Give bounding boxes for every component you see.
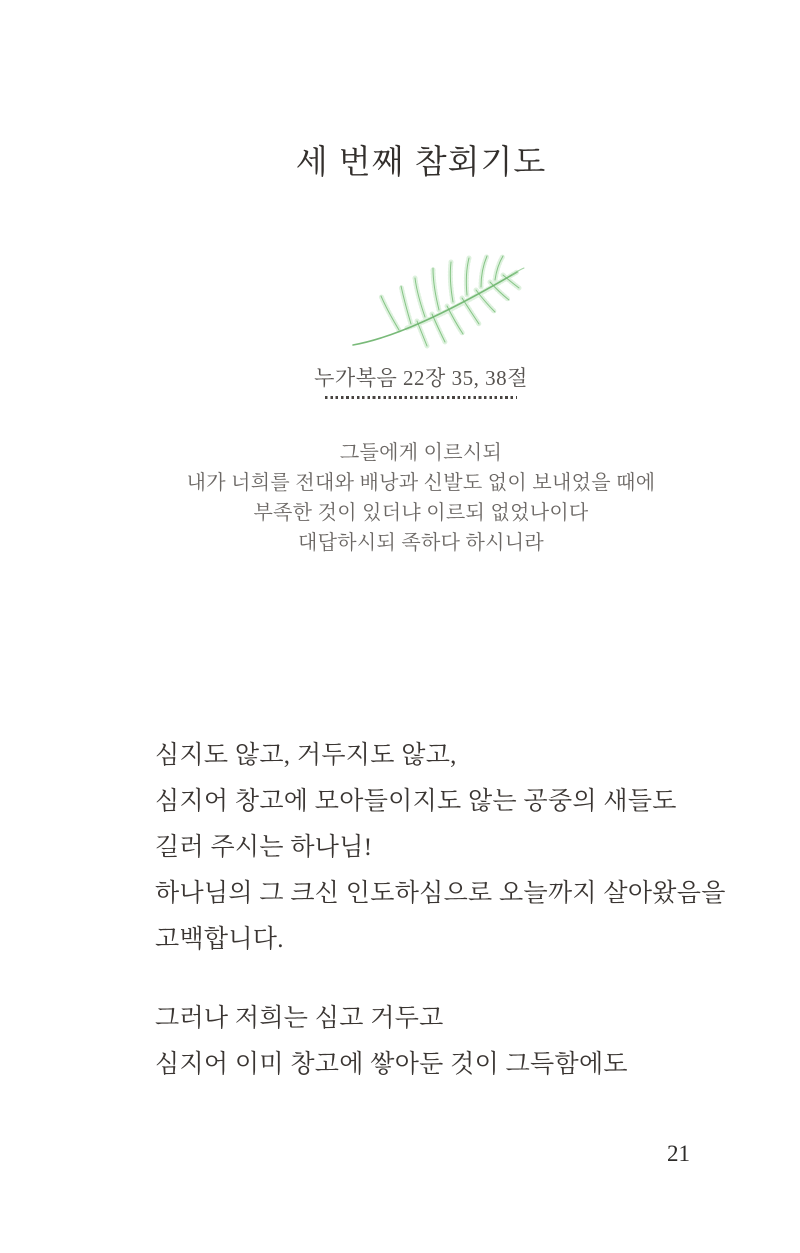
page-title: 세 번째 참회기도 <box>295 143 547 180</box>
verse-block <box>21 438 800 558</box>
prayer-line: 하나님의 그 크신 인도하심으로 오늘까지 살아왔음을 <box>155 880 726 907</box>
fern-leaf-svg <box>347 248 527 360</box>
dotted-divider <box>325 396 517 399</box>
prayer-line: 고백합니다. <box>155 926 284 953</box>
prayer-paragraph-1 <box>155 733 755 963</box>
prayer-line: 심지도 않고, 거두지도 않고, <box>155 742 457 769</box>
verse-line: 그들에게 이르시되 <box>339 442 503 464</box>
prayer-line: 그러나 저희는 심고 거두고 <box>155 1005 444 1032</box>
fern-leaf-illustration <box>347 248 527 360</box>
verse-line: 내가 너희를 전대와 배낭과 신발도 없이 보내었을 때에 <box>186 472 656 494</box>
verse-line: 부족한 것이 있더냐 이르되 없었나이다 <box>253 502 589 524</box>
page-number: 21 <box>667 1141 690 1166</box>
prayer-line: 길러 주시는 하나님! <box>155 834 373 861</box>
prayer-line: 심지어 이미 창고에 쌓아둔 것이 그득함에도 <box>155 1051 628 1078</box>
prayer-line: 심지어 창고에 모아들이지도 않는 공중의 새들도 <box>155 788 677 815</box>
prayer-paragraph-2 <box>155 996 755 1088</box>
scripture-reference: 누가복음 22장 35, 38절 <box>314 366 528 390</box>
verse-line: 대답하시되 족하다 하시니라 <box>297 532 545 554</box>
